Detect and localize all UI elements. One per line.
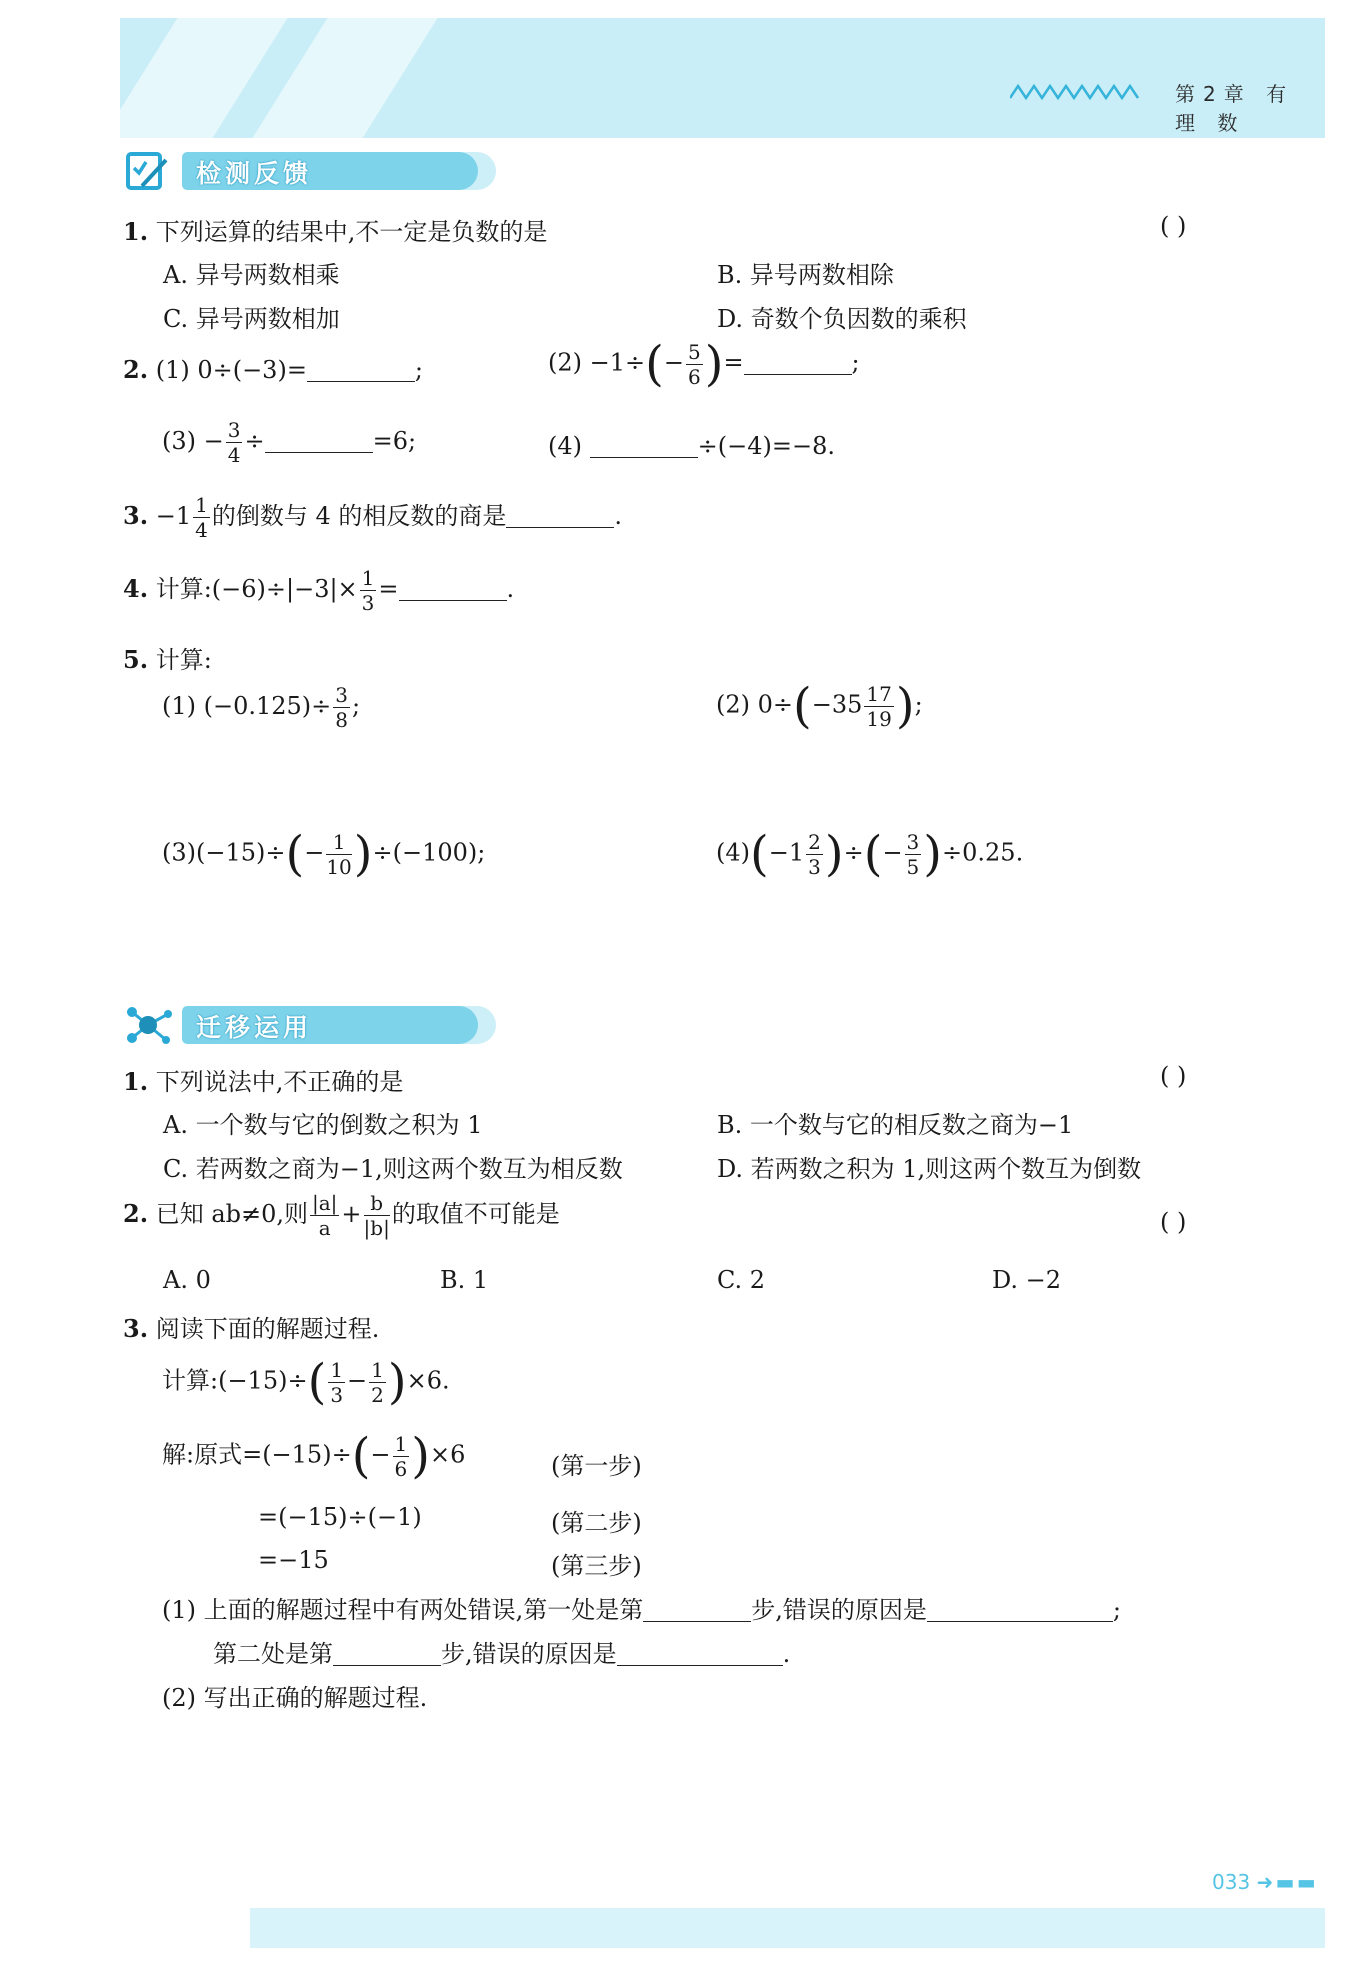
question-stem: 下列运算的结果中,不一定是负数的是	[155, 218, 548, 246]
fraction: $\frac{|a|}{a}$	[312, 1191, 338, 1240]
answer-blank[interactable]	[399, 600, 507, 601]
answer-parenthesis: ( )	[1160, 212, 1187, 240]
chapter-title: 第2章 有 理 数	[1175, 82, 1295, 135]
option-c: C. 若两数之商为−1,则这两个数互为相反数	[163, 1155, 623, 1183]
fraction: $\frac{1}{10}$	[326, 829, 352, 879]
question-1: 1. 下列运算的结果中,不一定是负数的是	[123, 217, 548, 246]
question-4: 4. 计算:(−6)÷|−3|× $\frac{1}{3}$ = .	[123, 566, 515, 615]
fraction: $\frac{17}{19}$	[866, 681, 892, 731]
section-title: 迁移运用	[196, 1013, 313, 1042]
fraction: $\frac{3}{8}$	[335, 683, 349, 732]
answer-blank[interactable]	[617, 1665, 783, 1666]
option-c: C. 2	[717, 1266, 766, 1294]
answer-blank[interactable]	[333, 1665, 441, 1666]
option-b: B. 异号两数相除	[717, 261, 894, 289]
fraction: $\frac{3}{4}$	[227, 418, 241, 467]
answer-parenthesis: ( )	[1160, 1062, 1187, 1090]
molecule-icon	[124, 1002, 174, 1048]
answer-blank[interactable]	[307, 381, 415, 382]
fraction: $\frac{5}{6}$	[687, 339, 701, 389]
solution-line-2: =(−15)÷(−1)	[258, 1503, 422, 1531]
option-a: A. 0	[163, 1266, 211, 1294]
answer-blank[interactable]	[927, 1621, 1113, 1622]
mountain-pattern-icon	[1010, 80, 1150, 102]
transfer-question-1: 1. 下列说法中,不正确的是	[123, 1067, 404, 1096]
calculation-expression: 计算:(−15)÷( $\frac{1}{3}$ − $\frac{1}{2}$ )×6.	[162, 1354, 450, 1410]
checklist-icon	[124, 148, 170, 194]
step-label-2: (第二步)	[551, 1509, 642, 1537]
solution-line-1: 解:原式=(−15)÷(− $\frac{1}{6}$ )×6	[162, 1428, 466, 1484]
option-a: A. 异号两数相乘	[163, 261, 340, 289]
answer-blank[interactable]	[265, 452, 373, 453]
answer-blank[interactable]	[506, 527, 614, 528]
question-stem: 下列说法中,不正确的是	[155, 1068, 404, 1096]
question-5-part-3: (3)(−15)÷(− $\frac{1}{10}$ )÷(−100);	[162, 826, 486, 882]
question-5-part-4: (4)(−1 $\frac{2}{3}$ )÷(− $\frac{3}{5}$ )÷0.25.	[716, 826, 1024, 882]
question-3: 3. −1 $\frac{1}{4}$ 的倒数与 4 的相反数的商是 .	[123, 493, 622, 542]
option-a: A. 一个数与它的倒数之积为 1	[163, 1111, 483, 1139]
option-d: D. −2	[992, 1266, 1062, 1294]
section-badge-feedback	[120, 148, 500, 192]
question-2-part-4: (4) ÷(−4)=−8.	[548, 432, 835, 460]
question-5-part-2: (2) 0÷(−35 $\frac{17}{19}$ );	[716, 678, 923, 734]
sub-question-1: (1) 上面的解题过程中有两处错误,第一处是第 步,错误的原因是 ;	[162, 1596, 1121, 1624]
answer-blank[interactable]	[744, 374, 852, 375]
footer-band	[250, 1908, 1325, 1948]
section-badge-transfer	[120, 1002, 500, 1046]
page-header	[120, 18, 1325, 138]
fraction: $\frac{1}{6}$	[394, 1431, 408, 1481]
fraction: $\frac{1}{3}$	[330, 1357, 344, 1407]
solution-line-3: =−15	[258, 1546, 329, 1574]
fraction: $\frac{1}{4}$	[195, 493, 208, 542]
fraction: $\frac{3}{5}$	[906, 829, 920, 879]
question-5-part-1: (1) (−0.125)÷ $\frac{3}{8}$ ;	[162, 683, 361, 732]
question-2-part-2: (2) −1÷(− $\frac{5}{6}$ )= ;	[548, 336, 860, 392]
page-number: 033 ➜ ▬ ▬	[1212, 1870, 1314, 1894]
option-d: D. 奇数个负因数的乘积	[717, 305, 967, 333]
question-2-part-3: (3) − $\frac{3}{4}$ ÷ =6;	[162, 418, 417, 467]
fraction: $\frac{b}{|b|}$	[363, 1191, 390, 1240]
answer-blank[interactable]	[590, 457, 698, 458]
sub-question-1-continued: 第二处是第 步,错误的原因是 .	[213, 1640, 791, 1668]
option-b: B. 一个数与它的相反数之商为−1	[717, 1111, 1074, 1139]
option-b: B. 1	[440, 1266, 489, 1294]
option-c: C. 异号两数相加	[163, 305, 340, 333]
transfer-question-3: 3. 阅读下面的解题过程.	[123, 1314, 380, 1343]
answer-parenthesis: ( )	[1160, 1208, 1187, 1236]
transfer-question-2: 2. 已知 ab≠0,则 $\frac{|a|}{a}$ + $\frac{b}{|b|}$ 的取值不可能是	[123, 1191, 560, 1240]
fraction: $\frac{1}{2}$	[371, 1357, 384, 1407]
step-label-3: (第三步)	[551, 1552, 642, 1580]
option-d: D. 若两数之积为 1,则这两个数互为倒数	[717, 1155, 1142, 1183]
question-2-part-1: 2. (1) 0÷(−3)= ;	[123, 355, 424, 384]
fraction: $\frac{1}{3}$	[361, 566, 375, 615]
answer-blank[interactable]	[643, 1621, 751, 1622]
sub-question-2: (2) 写出正确的解题过程.	[162, 1684, 428, 1712]
step-label-1: (第一步)	[551, 1452, 642, 1480]
question-5: 5. 计算:	[123, 645, 212, 674]
fraction: $\frac{2}{3}$	[808, 829, 821, 879]
section-title: 检测反馈	[196, 159, 313, 188]
